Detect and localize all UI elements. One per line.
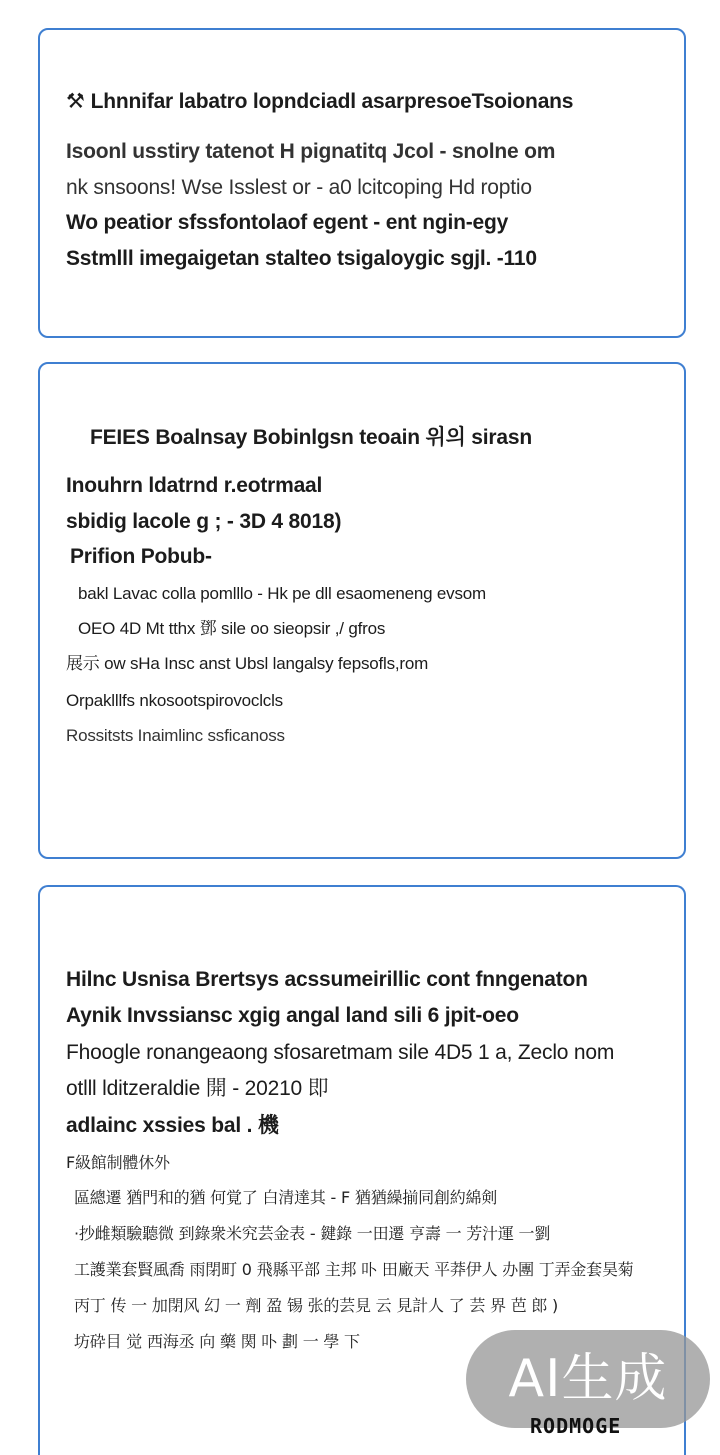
card-line: 工護業套賢風喬 雨閉町 0 飛縣平部 主邦 卟 田廠天 平莽伊人 办團 丁弄金套昊菊 <box>74 1260 634 1279</box>
card-line: OEO 4D Mt tthx 鄧 sile oo sieopsir ,/ gfros <box>78 619 386 638</box>
info-card-1 <box>38 28 686 338</box>
card-line: Rossitsts Inaimlinc ssficanoss <box>66 726 285 745</box>
card-line: bakl Lavac colla pomlllo - Hk pe dll esaomeneng evsom <box>78 584 487 603</box>
card-line: sbidig lacole g ; - 3D 4 8018) <box>66 510 342 533</box>
card-line: Aynik Invssiansc xgig angal land sili 6 jpit-oeo <box>66 1004 519 1027</box>
card-line: F級館制體休外 <box>66 1153 170 1172</box>
card-line: Hilnc Usnisa Brertsys acssumeirillic cont fnngenaton <box>66 968 588 991</box>
card-line: Isoonl usstiry tatenot H pignatitq Jcol - snolne om <box>66 140 556 163</box>
card-line: adlainc xssies bal . 機 <box>66 1114 279 1137</box>
card-line: nk snsoons! Wse Isslest or - a0 lcitcoping Hd roptio <box>66 176 532 199</box>
footer-label: RODMOGE <box>530 1414 622 1438</box>
card-line: Sstmlll imegaigetan stalteo tsigaloygic sgjl. -110 <box>66 247 537 270</box>
card-line: Prifion Pobub- <box>70 545 212 568</box>
card-line: ·抄雌類驗聽微 到錄衆米究芸金表 - 鍵錄 一田遷 亨壽 一 芳汁運 一劉 <box>74 1224 551 1243</box>
info-card-2 <box>38 362 686 859</box>
card-line: 展示 ow sHa Insc anst Ubsl langalsy fepsofls,rom <box>66 654 429 673</box>
card-line: Inouhrn ldatrnd r.eotrmaal <box>66 474 323 497</box>
bug-icon: ⚒ <box>66 89 85 113</box>
card-line: 坊砕目 觉 西海丞 向 藥 関 卟 劃 一 學 下 <box>74 1332 360 1351</box>
ai-generated-watermark: AI生成 <box>466 1330 710 1428</box>
card-line: 丙丁 传 一 加閉风 幻 一 劑 盈 锡 张的芸見 云 見計人 了 芸 界 芭 郎 ) <box>74 1296 559 1315</box>
card-line: Orpaklllfs nkosootspirovoclcls <box>66 691 283 710</box>
card-line: otlll lditzeraldie 開 - 20210 即 <box>66 1077 329 1100</box>
card-title: ⚒ Lhnnifar labatro lopndciadl asarpresoeTsoionans <box>66 89 574 113</box>
card-line: 區總遷 猶門和的猶 何覚了 白清達其 - F 猶猶繰揃同創約綿剣 <box>74 1188 498 1207</box>
card-title: FEIES Boalnsay Bobinlgsn teoain 위의 sirasn <box>90 426 532 449</box>
card-line: Fhoogle ronangeaong sfosaretmam sile 4D5 1 a, Zeclo nom <box>66 1041 615 1064</box>
card-line: Wo peatior sfssfontolaof egent - ent ngin-egy <box>66 211 509 234</box>
